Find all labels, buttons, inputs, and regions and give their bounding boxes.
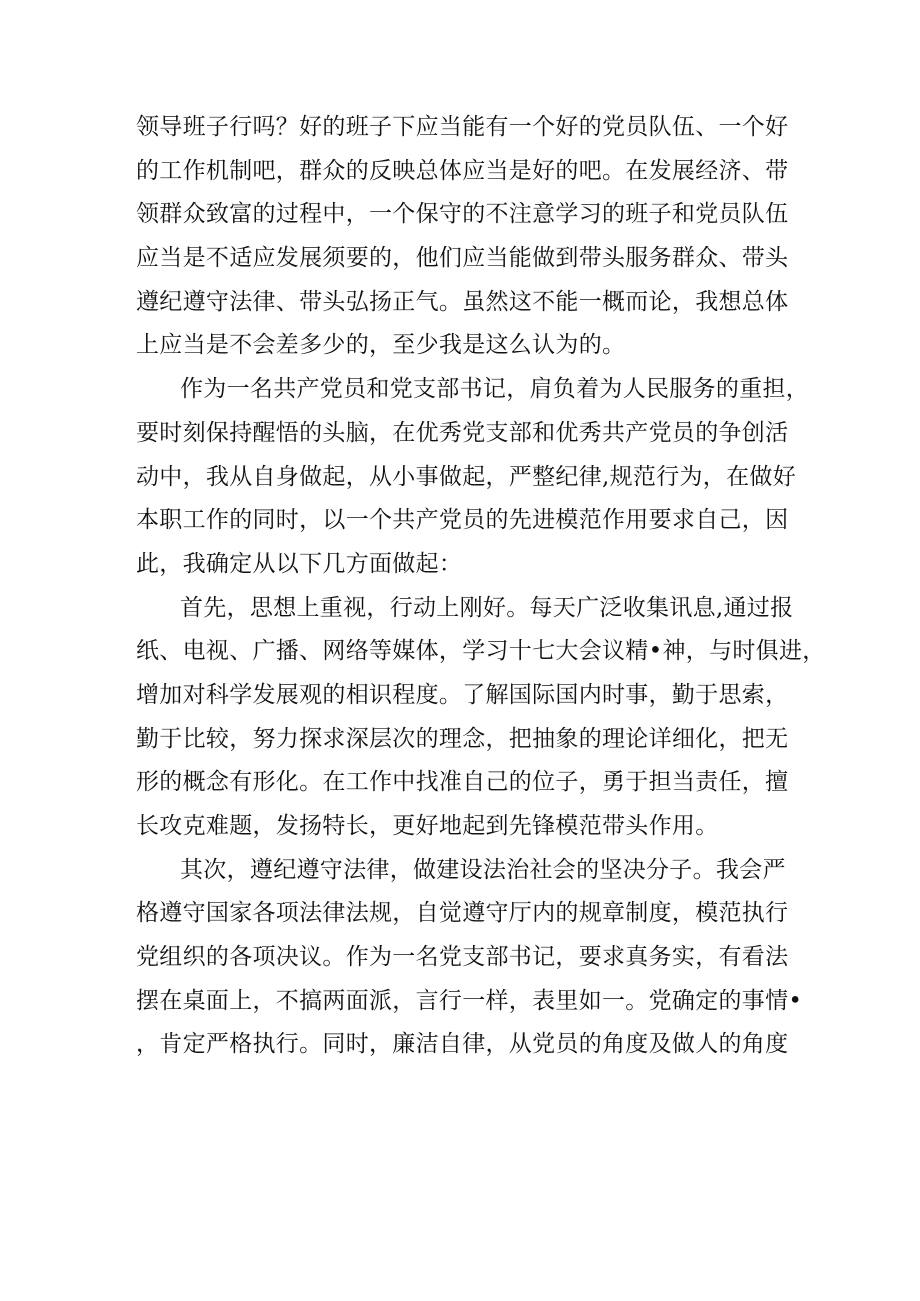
text-line: 格遵守国家各项法律法规，自觉遵守厅内的规章制度，模范执行 (136, 900, 789, 927)
text-line: 摆在桌面上，不搞两面派，言行一样，表里如一。党确定的事情• (136, 987, 803, 1014)
text-line: 此，我确定从以下几方面做起： (136, 550, 463, 577)
text-line: 领群众致富的过程中，一个保守的不注意学习的班子和党员队伍 (136, 201, 789, 228)
text-line: 本职工作的同时，以一个共产党员的先进模范作用要求自己，因 (136, 507, 789, 534)
text-line: 领导班子行吗？好的班子下应当能有一个好的党员队伍、一个好 (136, 114, 789, 140)
text-line: 其次，遵纪遵守法律，做建设法治社会的坚决分子。我会严 (180, 856, 786, 883)
text-line: 形的概念有形化。在工作中找准自己的位子，勇于担当责任，擅 (136, 769, 789, 796)
text-line: 的工作机制吧，群众的反映总体应当是好的吧。在发展经济、带 (136, 157, 789, 184)
text-line: 长攻克难题，发扬特长，更好地起到先锋模范带头作用。 (136, 813, 719, 839)
text-line: 增加对科学发展观的相识程度。了解国际国内时事，勤于思索， (136, 681, 789, 708)
text-line: ，肯定严格执行。同时，廉洁自律，从党员的角度及做人的角度 (136, 1031, 789, 1058)
document-body (136, 106, 826, 1067)
text-line: 党组织的各项决议。作为一名党支部书记，要求真务实，有看法 (136, 944, 789, 971)
text-line: 遵纪遵守法律、带头弘扬正气。虽然这不能一概而论，我想总体 (136, 288, 789, 315)
text-line: 纸、电视、广播、网络等媒体，学习十七大会议精•神，与时俱进， (136, 638, 826, 665)
text-line: 首先，思想上重视，行动上刚好。每天广泛收集讯息,通过报 (180, 594, 794, 621)
text-line: 要时刻保持醒悟的头脑，在优秀党支部和优秀共产党员的争创活 (136, 419, 789, 446)
text-line: 应当是不适应发展须要的，他们应当能做到带头服务群众、带头 (136, 245, 789, 272)
text-line: 作为一名共产党员和党支部书记，肩负着为人民服务的重担， (180, 376, 810, 403)
text-line: 动中，我从自身做起，从小事做起，严整纪律,规范行为，在做好 (136, 463, 797, 490)
text-line: 上应当是不会差多少的，至少我是这么认为的。 (136, 332, 626, 359)
text-line: 勤于比较，努力探求深层次的理念，把抽象的理论详细化，把无 (136, 725, 789, 752)
